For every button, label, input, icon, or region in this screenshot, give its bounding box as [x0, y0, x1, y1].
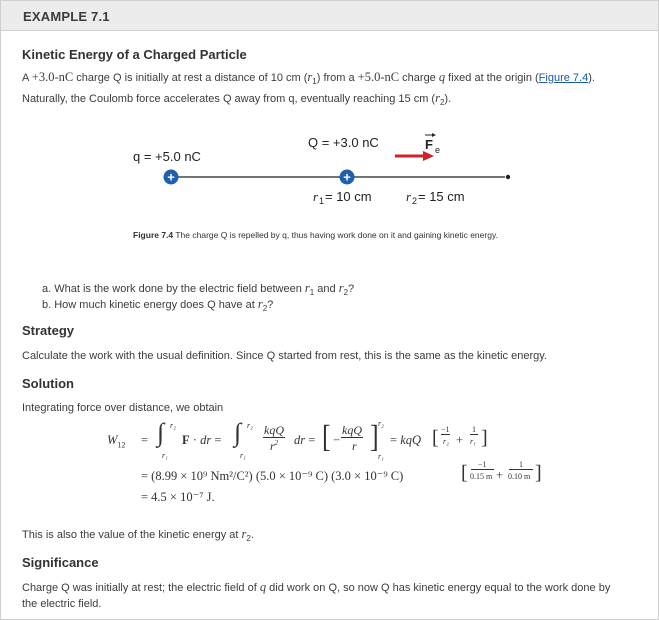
- force-arrow-head: [423, 151, 434, 161]
- example-title: EXAMPLE 7.1: [23, 9, 110, 24]
- solution-heading: Solution: [22, 376, 74, 391]
- figure-7-4-link[interactable]: Figure 7.4: [538, 72, 589, 84]
- eq-line-2: = (8.99 × 10⁹ Nm²/C²) (5.0 × 10⁻⁹ C) (3.0 × 10⁻⁹ C): [141, 469, 404, 483]
- plus-sign: +: [456, 433, 464, 447]
- after-equation-text: This is also the value of the kinetic energy at $r_2$.: [22, 527, 254, 544]
- eq-dr-equals: dr =: [294, 433, 316, 447]
- eq-F-dot-dr: F · dr =: [182, 433, 222, 447]
- bracket2-close: ]: [481, 427, 488, 449]
- frac-kqQ-num: kqQ: [264, 423, 284, 437]
- frac-r2-den: $r^2$: [270, 439, 279, 453]
- figure-caption: Figure 7.4 The charge Q is repelled by q, thus having work done on it and gaining kinetic energy.: [133, 230, 498, 240]
- integral-2: ∫: [234, 418, 242, 447]
- bracket2-open: [: [432, 427, 439, 449]
- bracket-lower: r₁: [378, 452, 384, 461]
- force-label: F: [425, 137, 433, 152]
- eq-line-3: = 4.5 × 10⁻⁷ J.: [141, 490, 215, 504]
- eq-equals-kqQ: = kqQ: [390, 433, 422, 447]
- charge-q-plus: +: [167, 169, 175, 185]
- r2-subscript: 2: [412, 196, 418, 206]
- r1-subscript: 1: [319, 196, 325, 206]
- significance-text: Charge Q was initially at rest; the electric field of q did work on Q, so now Q has kinetic energy equal to the work done by the electric field.: [22, 580, 611, 610]
- bracket3-open: [: [461, 462, 468, 484]
- example-header: [1, 1, 658, 31]
- question-a: a. What is the work done by the electric field between $r_1$ and $r_2$?: [42, 281, 355, 298]
- frac-b-num: 1: [509, 460, 533, 470]
- axis-end-dot: [506, 175, 510, 179]
- frac-a-den: 0.15 m: [470, 472, 493, 481]
- bracket-upper: r₂: [378, 419, 384, 428]
- frac-kqQ-num-2: kqQ: [342, 423, 362, 437]
- bracket3-close: ]: [535, 462, 542, 484]
- r2-value: = 15 cm: [418, 189, 465, 204]
- force-subscript: e: [435, 145, 441, 155]
- charge-Q-plus: +: [343, 169, 351, 185]
- significance-heading: Significance: [22, 555, 99, 570]
- frac-neg1-num: −1: [441, 425, 450, 434]
- integral-2-upper: r₂: [247, 421, 253, 430]
- bracket-close: ]: [370, 419, 379, 454]
- frac-r-den: r: [352, 439, 357, 453]
- integral-1: ∫: [157, 418, 165, 447]
- Q-label: Q = +3.0 nC: [308, 135, 379, 150]
- frac-r1-den: r₁: [470, 437, 476, 446]
- minus-sign: −: [333, 433, 341, 447]
- caption-label: Figure 7.4: [133, 230, 174, 240]
- bracket-open: [: [322, 419, 331, 454]
- eq-lhs: $W_{12}$: [107, 433, 126, 450]
- figure-7-4: [125, 127, 525, 217]
- plus-sign-2: +: [496, 468, 504, 482]
- strategy-heading: Strategy: [22, 323, 75, 338]
- integral-1-lower: r₁: [162, 451, 168, 460]
- eq-equals-1: =: [141, 433, 149, 447]
- frac-b-den: 0.10 m: [508, 472, 531, 481]
- r1-symbol: r: [313, 189, 319, 204]
- strategy-text: Calculate the work with the usual definition. Since Q started from rest, this is the same as the kinetic energy.: [22, 350, 547, 362]
- frac-1-num: 1: [472, 425, 476, 434]
- frac-r2-den-2: r₂: [443, 437, 449, 446]
- solution-text: Integrating force over distance, we obtain: [22, 402, 224, 414]
- r1-value: = 10 cm: [325, 189, 372, 204]
- integral-1-upper: r₂: [170, 421, 176, 430]
- integral-2-lower: r₁: [240, 451, 246, 460]
- question-b: b. How much kinetic energy does Q have at $r_2$?: [42, 297, 274, 314]
- frac-a-num: −1: [471, 460, 494, 470]
- figure-diagram: [125, 127, 525, 217]
- intro-paragraph: A +3.0-nC charge Q is initially at rest a distance of 10 cm $(r_1)$ from a +5.0-nC charge q fixed at the origin (Figure 7.4). Naturally, the Coulomb force accelerates Q away from q, eventually reaching 15 cm $(r_2)$.: [22, 70, 595, 108]
- r2-symbol: r: [406, 189, 412, 204]
- q-label: q = +5.0 nC: [133, 149, 201, 164]
- problem-title: Kinetic Energy of a Charged Particle: [22, 47, 247, 62]
